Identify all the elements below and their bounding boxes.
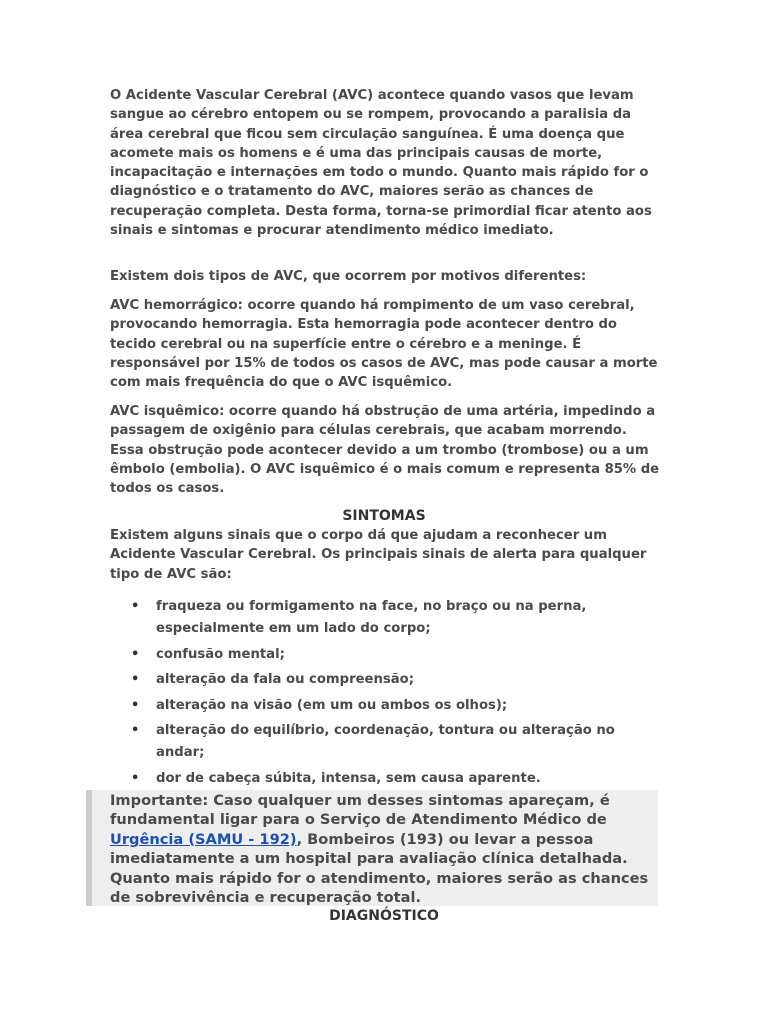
list-item-text: alteração na visão (em um ou ambos os olhos);	[156, 697, 508, 713]
types-intro-paragraph: Existem dois tipos de AVC, que ocorrem por motivos diferentes:	[110, 269, 587, 284]
list-item-text: alteração da fala ou compreensão;	[156, 672, 414, 687]
diagnosis-heading: DIAGNÓSTICO	[329, 908, 439, 924]
list-item	[110, 644, 650, 666]
list-item	[110, 768, 650, 790]
bullet-icon: •	[131, 697, 140, 713]
list-item-text: fraqueza ou formigamento na face, no braço ou na perna, especialmente em um lado do corpo;	[156, 599, 587, 636]
list-item	[110, 695, 650, 717]
intro-paragraph: O Acidente Vascular Cerebral (AVC) acontece quando vasos que levam sangue ao cérebro entopem ou se rompem, provocando a paralisia da área cerebral que ficou sem circulação sanguínea. É uma doença que acomete mais os homens e é uma das principais causas de morte, incapacitação e internações em todo o mundo. Quanto mais rápido for o diagnóstico e o tratamento do AVC, maiores serão as chances de recuperação completa. Desta forma, torna-se primordial ficar atento aos sinais e sintomas e procurar atendimento médico imediato.	[110, 88, 652, 239]
list-item-text: alteração do equilíbrio, coordenação, tontura ou alteração no andar;	[156, 723, 615, 760]
list-item	[110, 669, 650, 691]
samu-link[interactable]: Urgência (SAMU - 192)	[110, 830, 297, 848]
bullet-icon: •	[131, 770, 140, 786]
list-item	[110, 720, 650, 764]
hemorrhagic-paragraph: AVC hemorrágico: ocorre quando há rompimento de um vaso cerebral, provocando hemorragia. Esta hemorragia pode acontecer dentro do tecido cerebral ou na superfície entre o cérebro e a meninge. É responsável por 15% de todos os casos de AVC, mas pode causar a morte com mais frequência do que o AVC isquêmico.	[110, 298, 658, 391]
bullet-icon: •	[131, 672, 140, 687]
symptoms-list	[110, 596, 650, 793]
bullet-icon: •	[131, 646, 140, 662]
ischemic-paragraph: AVC isquêmico: ocorre quando há obstrução de uma artéria, impedindo a passagem de oxigênio para células cerebrais, que acabam morrendo. Essa obstrução pode acontecer devido a um trombo (trombose) ou a um êmbolo (embolia). O AVC isquêmico é o mais comum e representa 85% de todos os casos.	[110, 404, 660, 497]
symptoms-intro-paragraph: Existem alguns sinais que o corpo dá que ajudam a reconhecer um Acidente Vascular Cerebral. Os principais sinais de alerta para qualquer tipo de AVC são:	[110, 528, 647, 582]
list-item-text: confusão mental;	[156, 646, 285, 662]
bullet-icon: •	[131, 723, 140, 738]
important-text-before: Importante: Caso qualquer um desses sintomas apareçam, é fundamental ligar para o Serviço de Atendimento Médico de	[110, 792, 610, 829]
bullet-icon: •	[131, 599, 140, 614]
important-callout	[86, 790, 658, 906]
symptoms-heading: SINTOMAS	[342, 508, 426, 524]
important-text-after: , Bombeiros (193) ou levar a pessoa imediatamente a um hospital para avaliação clínica detalhada. Quanto mais rápido for o atendimento, maiores serão as chances de sobrevivência e recuperação total.	[110, 830, 649, 907]
list-item	[110, 596, 650, 640]
list-item-text: dor de cabeça súbita, intensa, sem causa aparente.	[156, 770, 541, 786]
important-paragraph	[110, 791, 655, 907]
